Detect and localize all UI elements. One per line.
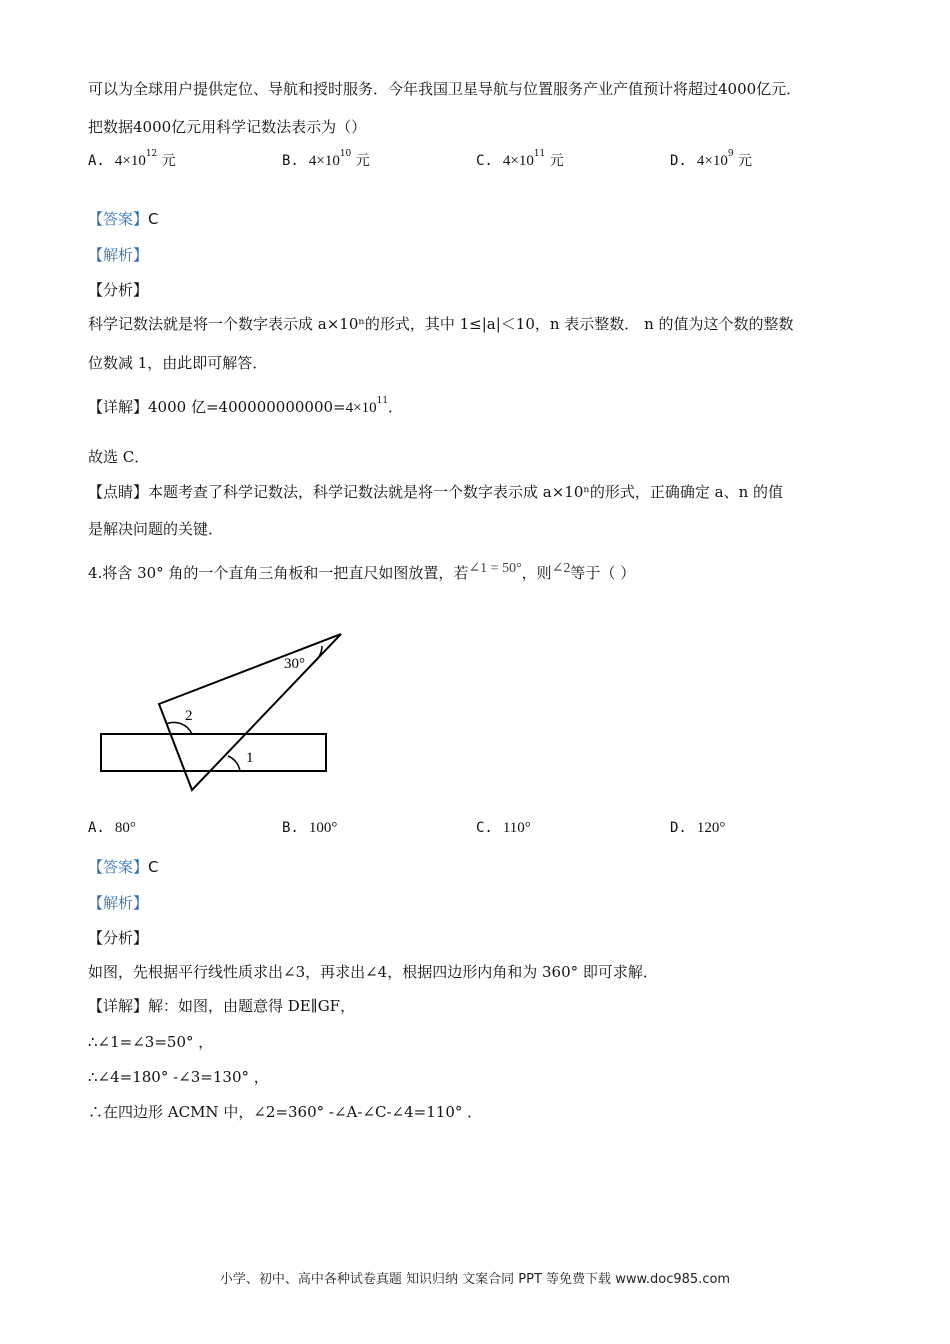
q4-answer: 【答案】C — [88, 858, 159, 876]
q3-option-c: C. $4\times 10^{11}$ 元 — [476, 149, 564, 169]
angle-1-arc — [228, 756, 240, 771]
label-2: 2 — [185, 708, 193, 724]
q3-option-d: D. $4\times 10^9$ 元 — [670, 149, 753, 169]
intro-line-2: 把数据4000亿元用科学记数法表示为（） — [88, 118, 367, 136]
q4-step-3: ∴在四边形 ACMN 中，∠2=360° -∠A-∠C-∠4=110° ． — [88, 1103, 483, 1121]
q4-fenxi-tag: 【分析】 — [88, 929, 149, 947]
q4-step-1: ∴∠1=∠3=50° ， — [88, 1033, 214, 1051]
q3-option-b: B. $4\times 10^{10}$ 元 — [282, 149, 370, 169]
label-1: 1 — [246, 750, 254, 766]
q4-option-a: A. 80° — [88, 820, 136, 836]
q4-fenxi: 如图，先根据平行线性质求出∠3，再求出∠4，根据四边形内角和为 360° 即可求解． — [88, 963, 658, 981]
q3-dianjing-1: 【点睛】本题考查了科学记数法，科学记数法就是将一个数字表示成 a×10ⁿ的形式，正确确定 a、n 的值 — [88, 483, 784, 501]
q3-fenxi-tag: 【分析】 — [88, 281, 149, 299]
q4-option-d: D. 120° — [670, 820, 726, 836]
q3-jiexi-tag: 【解析】 — [88, 246, 149, 264]
q4-xiangjie: 【详解】解：如图，由题意得 DE∥GF， — [88, 997, 356, 1015]
q3-fenxi-1: 科学记数法就是将一个数字表示成 a×10ⁿ的形式，其中 1≤|a|＜10，n 表示整数． n 的值为这个数的整数 — [88, 315, 794, 333]
label-30: 30° — [284, 656, 305, 672]
q3-guxuan: 故选 C． — [88, 448, 150, 466]
q4-stem: 4.将含 30° 角的一个直角三角板和一把直尺如图放置，若∠1 = 50°，则∠2等于（ ） — [88, 561, 636, 582]
q3-option-a: A. $4\times 10^{12}$ 元 — [88, 149, 176, 169]
q4-jiexi-tag: 【解析】 — [88, 894, 149, 912]
q3-fenxi-2: 位数减 1，由此即可解答． — [88, 354, 268, 372]
angle-30-arc — [312, 646, 322, 664]
q3-dianjing-2: 是解决问题的关键． — [88, 520, 224, 538]
q4-option-c: C. 110° — [476, 820, 531, 836]
q3-answer: 【答案】C — [88, 210, 159, 228]
q4-step-2: ∴∠4=180° -∠3=130° ， — [88, 1068, 269, 1086]
intro-line-1: 可以为全球用户提供定位、导航和授时服务．今年我国卫星导航与位置服务产业产值预计将超过4000亿元． — [88, 80, 802, 98]
ruler-rect — [101, 734, 326, 771]
q4-option-b: B. 100° — [282, 820, 338, 836]
page-footer: 小学、初中、高中各种试卷真题 知识归纳 文案合同 PPT 等免费下载 www.doc985.com — [219, 1272, 731, 1287]
q3-xiangjie: 【详解】4000 亿$=400000000000=4\times 10^{11}$． — [88, 396, 404, 416]
